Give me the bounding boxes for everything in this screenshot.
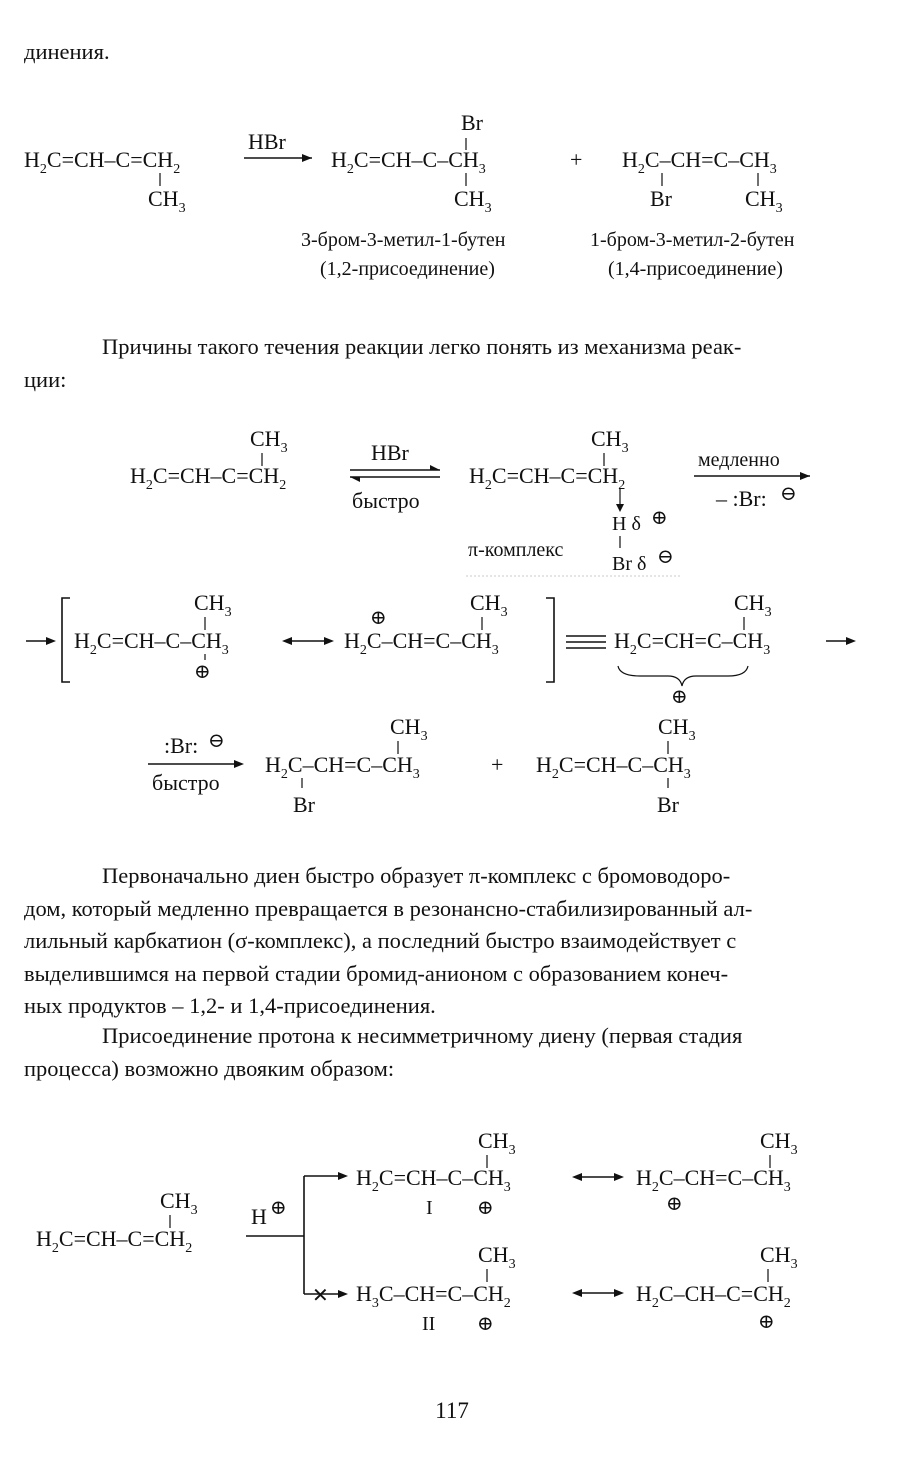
protonation-scheme: [0, 1118, 904, 1338]
slow-condition: медленно: [698, 449, 780, 471]
product1-addition-type: (1,2-присоединение): [320, 258, 495, 280]
delocalized-cation-formula: $H_2C=CH=C-CH_3$: [614, 628, 771, 658]
eq-condition-fast: быстро: [352, 488, 420, 513]
plus-charge-icon: ⊕: [671, 686, 688, 708]
arrow-head: [616, 504, 624, 512]
reactant-formula: $H_2C=CH-C=CH_2$: [24, 147, 181, 177]
diene-methyl: $CH_3$: [160, 1188, 198, 1218]
arrow-head: [614, 1173, 624, 1181]
complex-methyl: $CH_3$: [591, 426, 629, 456]
plus-charge-icon: ⊕: [194, 661, 211, 683]
path2b-methyl: $CH_3$: [760, 1242, 798, 1272]
arrow-head: [282, 637, 292, 645]
cation-I-resonance-formula: $H_2C-CH=C-CH_3$: [636, 1165, 791, 1195]
eq-reagent-hbr: HBr: [371, 440, 409, 465]
delocalization-brace: [618, 666, 748, 686]
h-partial-positive: H δ: [612, 513, 641, 535]
cation2-methyl: $CH_3$: [470, 590, 508, 620]
arrow-head: [302, 154, 312, 162]
product2-bromine: Br: [650, 186, 672, 211]
final1-formula: $H_2C-CH=C-CH_3$: [265, 752, 420, 782]
arrow-head: [338, 1172, 348, 1180]
diene-methyl: $CH_3$: [250, 426, 288, 456]
pi-complex-label: π-комплекс: [468, 539, 564, 561]
diene-formula: $H_2C=CH-C=CH_2$: [130, 463, 287, 493]
paragraph-protonation: Присоединение протона к несимметричному диену (первая стадия процесса) возможно двояким образом:: [24, 1023, 743, 1081]
complex-formula: $H_2C=CH-C=CH_2$: [469, 463, 626, 493]
product1-name: 3-бром-3-метил-1-бутен: [301, 229, 506, 251]
path1b-methyl: $CH_3$: [760, 1128, 798, 1158]
diene-formula: $H_2C=CH-C=CH_2$: [36, 1226, 193, 1256]
mechanism-scheme: [0, 420, 904, 830]
final2-methyl: $CH_3$: [658, 714, 696, 744]
plus-sign: +: [491, 752, 504, 777]
arrow-head: [46, 637, 56, 645]
minus-charge-icon: ⊖: [208, 730, 225, 752]
paragraph-mechanism-explanation: Первоначально диен быстро образует π-комплекс с бромоводоро- дом, который медленно превращается в резонансно-стабилизированный ал- лильный карбкатион (σ-комплекс), а последний быстро взаимодействует с выделившимся на первой стадии бромид-анионом с образованием конеч- ных продуктов – 1,2- и 1,4-присоединения.: [24, 863, 753, 1018]
cation-II-resonance-formula: $H_2C-CH-C=CH_2$: [636, 1281, 791, 1311]
final1-bromine: Br: [293, 792, 315, 817]
arrow-head: [430, 465, 440, 470]
path2-methyl: $CH_3$: [478, 1242, 516, 1272]
plus-charge-icon: ⊕: [477, 1197, 494, 1219]
blocked-path-mark: ✕: [312, 1285, 329, 1307]
cation2-formula: $H_2C-CH=C-CH_3$: [344, 628, 499, 658]
page-number: 117: [435, 1398, 469, 1423]
right-bracket: [546, 598, 554, 682]
plus-charge-icon: ⊕: [651, 507, 668, 529]
product2-addition-type: (1,4-присоединение): [608, 258, 783, 280]
product1-methyl: $CH_3$: [454, 186, 492, 216]
cation1-methyl: $CH_3$: [194, 590, 232, 620]
arrow-head: [350, 477, 360, 482]
reaction-scheme-1: [0, 100, 904, 300]
product2-formula: $H_2C-CH=C-CH_3$: [622, 147, 777, 177]
product2-methyl: $CH_3$: [745, 186, 783, 216]
plus-charge-icon: ⊕: [758, 1311, 775, 1333]
cation-II-formula: $H_3C-CH=C-CH_2$: [356, 1281, 511, 1311]
cation3-methyl: $CH_3$: [734, 590, 772, 620]
path1-methyl: $CH_3$: [478, 1128, 516, 1158]
reagent-hbr: HBr: [248, 129, 286, 154]
plus-charge-icon: ⊕: [477, 1313, 494, 1335]
arrow-head: [800, 472, 810, 480]
cation1-formula: $H_2C=CH-C-CH_3$: [74, 628, 229, 658]
product1-formula: $H_2C=CH-C-CH_3$: [331, 147, 486, 177]
arrow-head: [614, 1289, 624, 1297]
final-condition-fast: быстро: [152, 770, 220, 795]
bromide-leaving: – :Br:: [716, 486, 767, 511]
left-bracket: [62, 598, 70, 682]
plus-charge-icon: ⊕: [370, 607, 387, 629]
arrow-head: [338, 1290, 348, 1298]
arrow-head: [572, 1173, 582, 1181]
final2-formula: $H_2C=CH-C-CH_3$: [536, 752, 691, 782]
bromide-reagent: :Br:: [164, 733, 199, 758]
minus-charge-icon: ⊖: [780, 483, 797, 505]
arrow-head: [572, 1289, 582, 1297]
paragraph-mechanism-intro: Причины такого течения реакции легко понять из механизма реак- ции:: [24, 334, 742, 392]
label-II: II: [422, 1313, 436, 1335]
arrow-head: [234, 760, 244, 768]
br-partial-negative: Br δ: [612, 553, 647, 575]
plus-charge-icon: ⊕: [270, 1197, 287, 1219]
final2-bromine: Br: [657, 792, 679, 817]
proton-reagent: H: [251, 1204, 267, 1229]
arrow-head: [324, 637, 334, 645]
plus-sign: +: [570, 147, 583, 172]
plus-charge-icon: ⊕: [666, 1193, 683, 1215]
text-fragment-top: динения.: [24, 39, 110, 64]
minus-charge-icon: ⊖: [657, 546, 674, 568]
reactant-methyl: $CH_3$: [148, 186, 186, 216]
product2-name: 1-бром-3-метил-2-бутен: [590, 229, 795, 251]
product1-bromine: Br: [461, 110, 483, 135]
final1-methyl: $CH_3$: [390, 714, 428, 744]
label-I: I: [426, 1197, 433, 1219]
arrow-head: [846, 637, 856, 645]
cation-I-formula: $H_2C=CH-C-CH_3$: [356, 1165, 511, 1195]
